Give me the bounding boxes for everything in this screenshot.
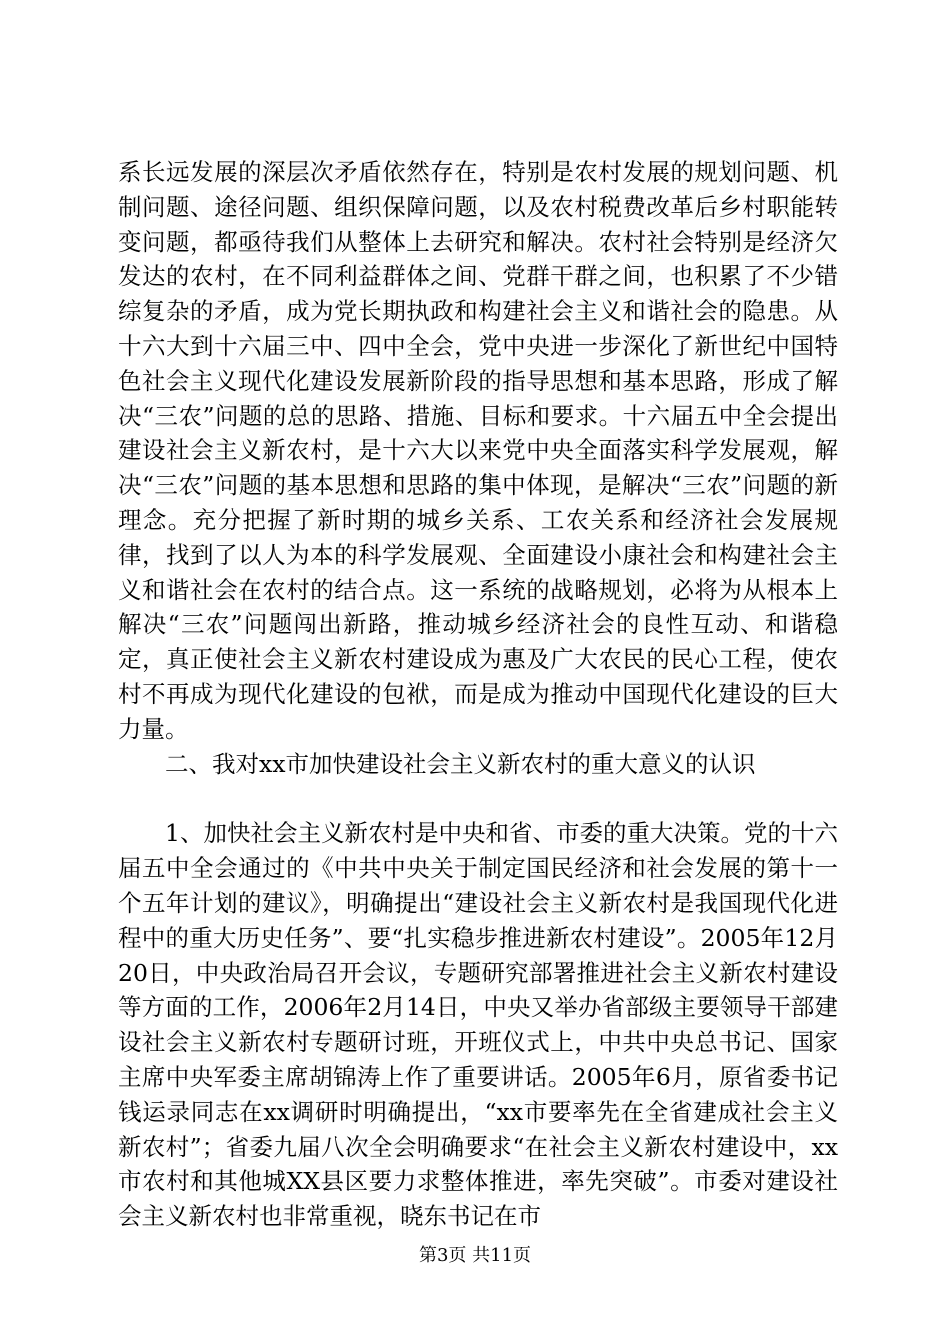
section-heading: 二、我对xx市加快建设社会主义新农村的重大意义的认识 — [165, 749, 756, 778]
page-number: 第3页 共11页 — [418, 1245, 532, 1266]
paragraph-continuation: 系长远发展的深层次矛盾依然存在，特别是农村发展的规划问题、机制问题、途径问题、组织保障问题，以及农村税费改革后乡村职能转变问题，都亟待我们从整体上去研究和解决。农村社会特别是经济欠发达的农村，在不同利益群体之间、党群干群之间，也积累了不少错综复杂的矛盾，成为党长期执政和构建社会主义和谐社会的隐患。从十六大到十六届三中、四中全会，党中央进一步深化了新世纪中国特色社会主义现代化建设发展新阶段的指导思想和基本思路，形成了解决“三农”问题的总的思路、措施、目标和要求。十六届五中全会提出建设社会主义新农村，是十六大以来党中央全面落实科学发展观，解决“三农”问题的基本思想和思路的集中体现，是解决“三农”问题的新理念。充分把握了新时期的城乡关系、工农关系和经济社会发展规律，找到了以人为本的科学发展观、全面建设小康社会和构建社会主义和谐社会在农村的结合点。这一系统的战略规划，必将为从根本上解决“三农”问题闯出新路，推动城乡经济社会的良性互动、和谐稳定，真正使社会主义新农村建设成为惠及广大农民的民心工程，使农村不再成为现代化建设的包袱，而是成为推动中国现代化建设的巨大力量。 — [118, 158, 838, 743]
page-footer — [0, 1244, 950, 1268]
paragraph-gap — [118, 781, 838, 816]
document-body — [118, 155, 838, 1234]
paragraph-point-1: 1、加快社会主义新农村是中央和省、市委的重大决策。党的十六届五中全会通过的《中共中央关于制定国民经济和社会发展的第十一个五年计划的建议》，明确提出“建设社会主义新农村是我国现代化进程中的重大历史任务”、要“扎实稳步推进新农村建设”。2005年12月20日，中央政治局召开会议，专题研究部署推进社会主义新农村建设等方面的工作，2006年2月14日，中央又举办省部级主要领导干部建设社会主义新农村专题研讨班，开班仪式上，中共中央总书记、国家主席中央军委主席胡锦涛上作了重要讲话。2005年6月，原省委书记钱运录同志在xx调研时明确提出，“xx市要率先在全省建成社会主义新农村”；省委九届八次全会明确要求“在社会主义新农村建设中，xx市农村和其他城XX县区要力求整体推进，率先突破”。市委对建设社会主义新农村也非常重视，晓东书记在市 — [118, 819, 838, 1231]
